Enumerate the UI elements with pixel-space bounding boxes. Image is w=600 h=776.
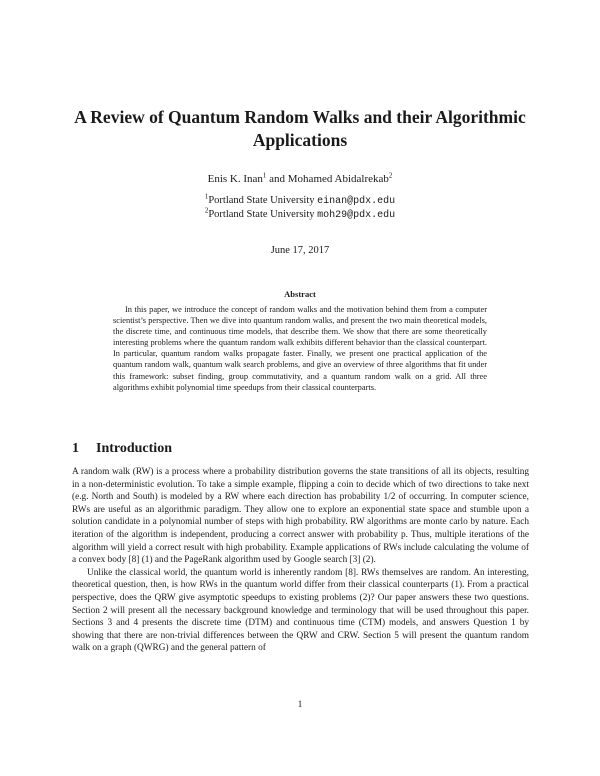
body-text	[72, 466, 529, 655]
affiliation-2	[0, 206, 600, 221]
author-affiliation-mark: 1	[262, 171, 267, 180]
body-paragraph: A random walk (RW) is a process where a probability distribution governs the state transitions of all its objects, resulting in a non-deterministic evolution. To take a simple example, flipping a coin to decide which of two directions to take next (e.g. North and South) is modeled by a RW where each direction has probability 1/2 of occurring. In computer science, RWs are useful as an algorithmic paradigm. They allow one to explore an exponential state space and stumble upon a solution candidate in a polynomial number of steps with high probability. RW algorithms are monte carlo by nature. Each iteration of the algorithm is independent, producing a correct answer with probability p. Thus, multiple iterations of the algorithm will yield a correct result with high probability. Example applications of RWs include calculating the volume of a convex body [8] (1) and the PageRank algorithm used by Google search [3] (2).	[72, 467, 529, 566]
author-affiliation-mark: 2	[388, 171, 393, 180]
affiliation-email: einan@pdx.edu	[317, 196, 396, 207]
affiliation-name: Portland State University	[208, 195, 315, 206]
author-line	[0, 173, 600, 185]
section-number: 1	[72, 441, 79, 456]
affiliation-mark: 2	[204, 206, 209, 215]
page-number: 1	[297, 700, 303, 710]
affiliation-name: Portland State University	[208, 209, 315, 220]
section-title: Introduction	[96, 441, 172, 456]
paper-date: June 17, 2017	[270, 245, 330, 256]
author-connector: and	[266, 173, 288, 185]
body-paragraph: Unlike the classical world, the quantum world is inherently random [8]. RWs themselves are random. An interesting, theoretical question, then, is how RWs in the quantum world differ from their classical counterparts (1). From a practical perspective, does the QRW give asymptotic speedups to existing problems (2)? Our paper answers these two questions. Section 2 will present all the necessary background knowledge and terminology that will be used throughout this paper. Sections 3 and 4 presents the discrete time (DTM) and continuous time (CTM) models, and answers Question 1 by showing that there are non-trivial differences between the QRW and CRW. Section 5 will present the quantum random walk on a graph (QWRG) and the general pattern of	[72, 567, 529, 654]
abstract-text: In this paper, we introduce the concept of random walks and the motivation behind them from a computer scientist’s perspective. Then we dive into quantum random walks, and present the two main theoretical models, the discrete time, and continuous time models, that describe them. We show that there are some theoretically interesting problems where the quantum random walk exhibits different behavior than the classical counterpart. In particular, quantum random walks propagate faster. Finally, we present one practical application of the quantum random walk, quantum walk search problems, and give an overview of three algorithms that fit under this framework: subset finding, group commutativity, and a quantum random walk on a grid. All three algorithms exhibit polynomial time speedups from their classical counterparts.	[113, 305, 487, 392]
abstract-heading: Abstract	[284, 289, 316, 299]
author-name: Enis K. Inan	[207, 173, 263, 185]
affiliation-mark: 1	[204, 192, 209, 201]
section-heading	[72, 441, 172, 457]
author-name: Mohamed Abidalrekab	[287, 173, 389, 185]
affiliation-email: moh29@pdx.edu	[317, 210, 396, 221]
paper-title: A Review of Quantum Random Walks and their Algorithmic Applications	[74, 107, 526, 150]
affiliation-1	[0, 192, 600, 207]
